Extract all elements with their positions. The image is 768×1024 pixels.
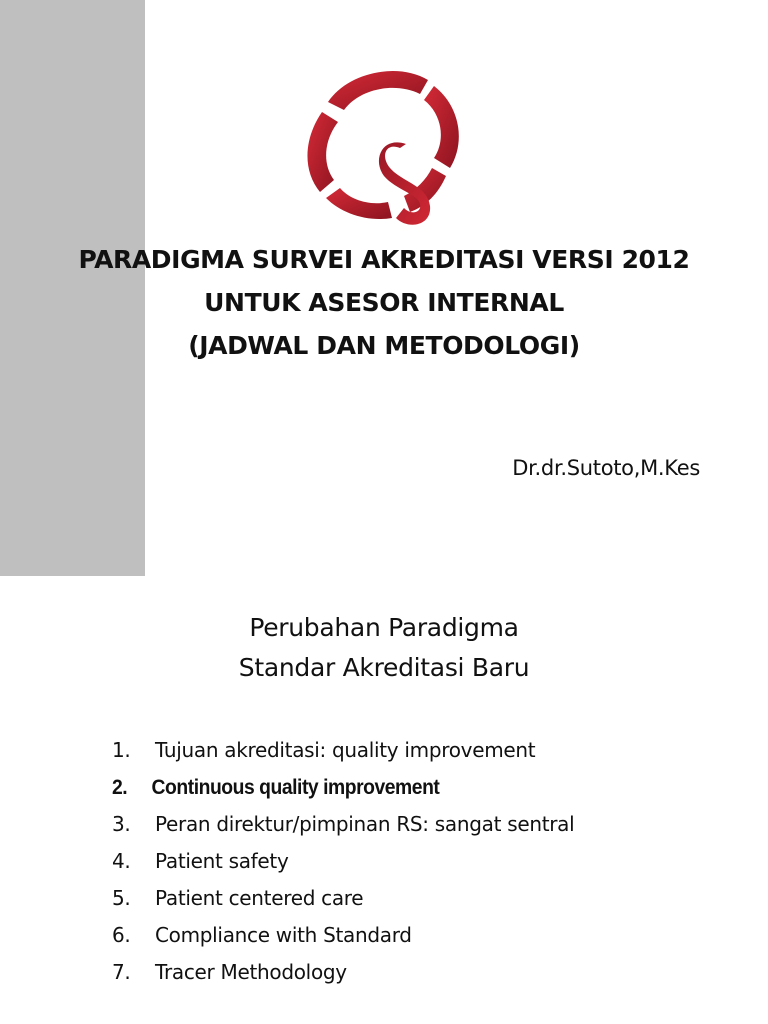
- list-number: 7.: [112, 960, 131, 984]
- author-name: Dr.dr.Sutoto,M.Kes: [512, 456, 700, 480]
- kars-q-logo-icon: [288, 58, 468, 230]
- list-item: [112, 769, 537, 806]
- content-slide: [0, 576, 768, 1024]
- list-item: [112, 732, 574, 769]
- list-text: Compliance with Standard: [155, 923, 412, 947]
- list-number: 2.: [112, 776, 128, 799]
- slide-heading: [0, 608, 768, 688]
- list-text: Patient centered care: [155, 886, 364, 910]
- list-number: 5.: [112, 886, 131, 910]
- list-text: Tujuan akreditasi: quality improvement: [155, 738, 536, 762]
- list-item: [112, 917, 574, 954]
- title-line: UNTUK ASESOR INTERNAL: [204, 288, 564, 317]
- list-number: 6.: [112, 923, 131, 947]
- title-line: PARADIGMA SURVEI AKREDITASI VERSI 2012: [78, 245, 690, 274]
- heading-line: Perubahan Paradigma: [249, 613, 519, 642]
- title-line: (JADWAL DAN METODOLOGI): [188, 331, 580, 360]
- slide-title: [0, 238, 768, 367]
- list-item: [112, 880, 574, 917]
- list-item: [112, 806, 574, 843]
- paradigm-list: [112, 732, 574, 991]
- list-text: Patient safety: [155, 849, 289, 873]
- list-item: [112, 843, 574, 880]
- list-number: 4.: [112, 849, 131, 873]
- list-text: Tracer Methodology: [155, 960, 347, 984]
- list-number: 3.: [112, 812, 131, 836]
- list-number: 1.: [112, 738, 131, 762]
- list-text: Peran direktur/pimpinan RS: sangat sentral: [155, 812, 575, 836]
- heading-line: Standar Akreditasi Baru: [238, 653, 530, 682]
- list-text: Continuous quality improvement: [151, 776, 440, 799]
- list-item: [112, 954, 574, 991]
